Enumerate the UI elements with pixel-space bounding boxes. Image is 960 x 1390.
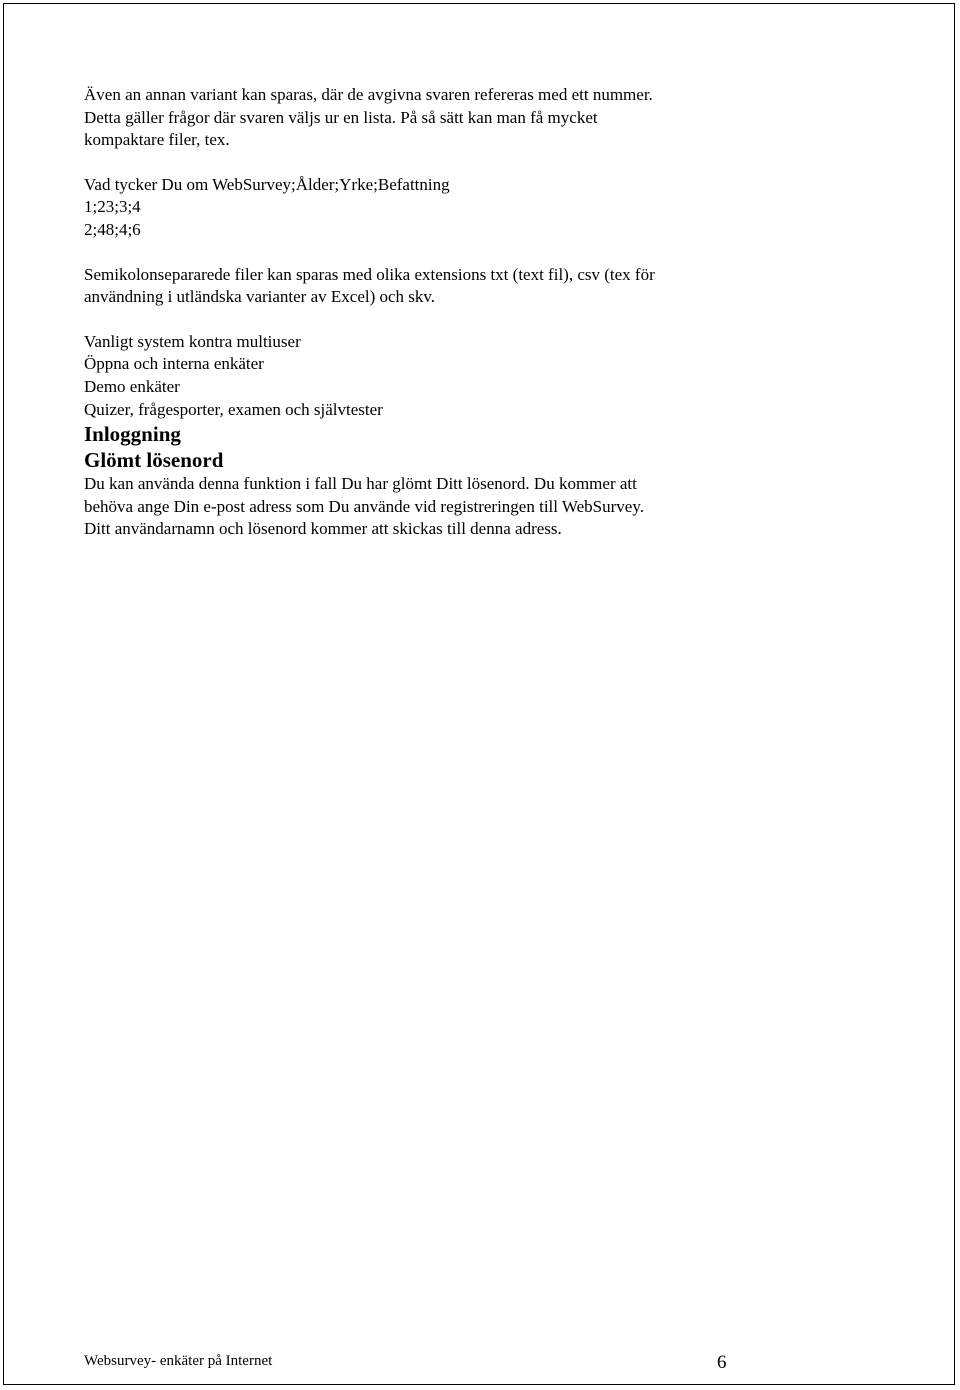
text-line: behöva ange Din e-post adress som Du använde vid registreringen till WebSurvey. [84, 496, 644, 516]
text-line: Ditt användarnamn och lösenord kommer att skickas till denna adress. [84, 519, 562, 539]
list-item: Quizer, frågesporter, examen och självtester [84, 399, 383, 419]
text-line: Semikolonsepararede filer kan sparas med olika extensions txt (text fil), csv (tex för [84, 264, 655, 284]
text-line: Vad tycker Du om WebSurvey;Ålder;Yrke;Befattning [84, 174, 450, 194]
heading-glomt-losenord: Glömt lösenord [84, 448, 224, 473]
semicolon-paragraph [84, 264, 884, 309]
list-item: Öppna och interna enkäter [84, 354, 264, 374]
feature-list [84, 331, 884, 421]
text-line: Detta gäller frågor där svaren väljs ur en lista. På så sätt kan man få mycket [84, 107, 598, 127]
footer-title: Websurvey- enkäter på Internet [84, 1353, 273, 1369]
text-line: kompaktare filer, tex. [84, 130, 230, 150]
example-data-block [84, 174, 884, 242]
list-item: Vanligt system kontra multiuser [84, 331, 301, 351]
glomt-paragraph [84, 473, 884, 541]
text-line: Du kan använda denna funktion i fall Du har glömt Ditt lösenord. Du kommer att [84, 474, 637, 494]
text-line: användning i utländska varianter av Excel) och skv. [84, 287, 436, 307]
document-body [84, 84, 884, 541]
page-number: 6 [717, 1352, 727, 1373]
heading-inloggning: Inloggning [84, 422, 181, 447]
intro-paragraph [84, 84, 884, 152]
list-item: Demo enkäter [84, 376, 180, 396]
text-line: 1;23;3;4 [84, 197, 141, 217]
text-line: 2;48;4;6 [84, 219, 141, 239]
text-line: Även an annan variant kan sparas, där de avgivna svaren refereras med ett nummer. [84, 85, 653, 104]
